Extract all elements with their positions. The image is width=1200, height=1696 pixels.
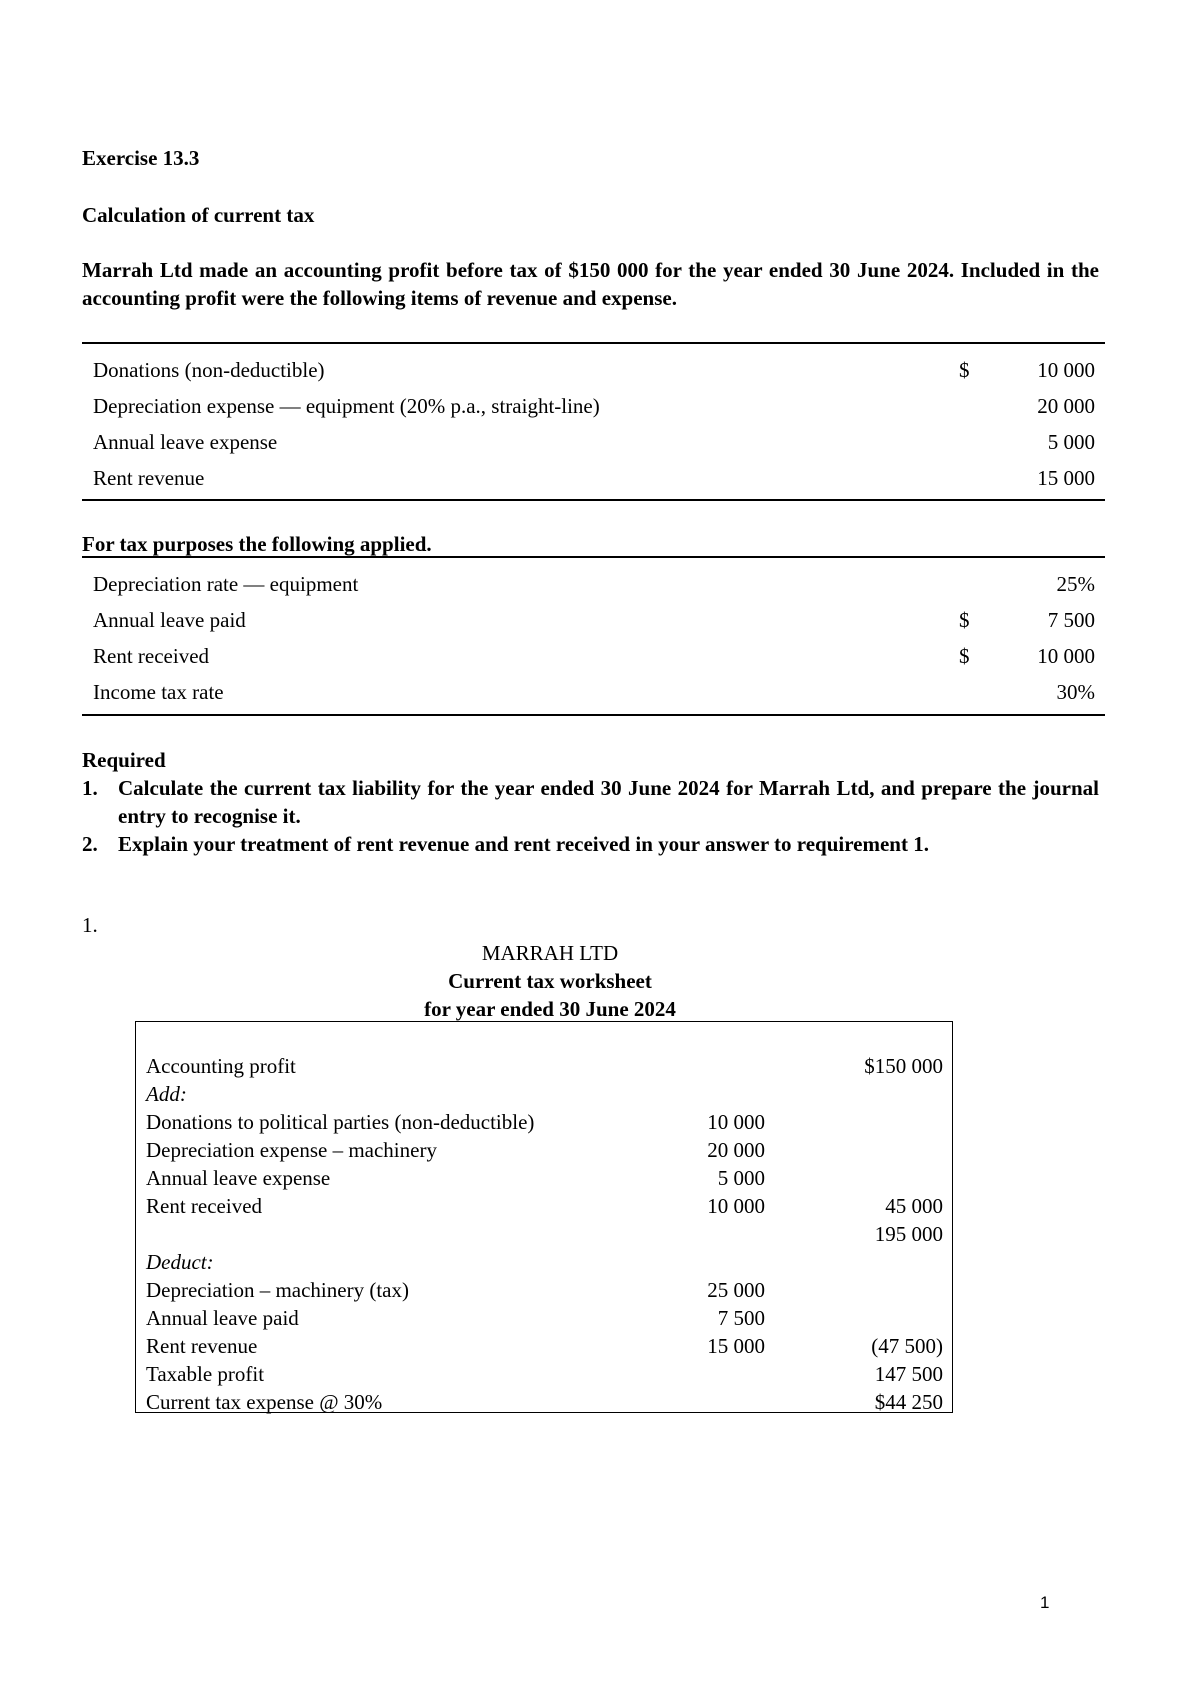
worksheet-col1: 20 000 (707, 1138, 765, 1162)
item-amount: 10 000 (1037, 358, 1095, 382)
worksheet-label: Accounting profit (146, 1054, 296, 1078)
worksheet-label: Depreciation expense – machinery (146, 1138, 437, 1162)
required-item-text: Explain your treatment of rent revenue and rent received in your answer to requirement 1. (118, 832, 929, 856)
worksheet-row (146, 1388, 943, 1416)
item-amount: 5 000 (1047, 430, 1095, 454)
worksheet-col2: $44 250 (874, 1390, 943, 1414)
worksheet-company: MARRAH LTD (481, 941, 619, 965)
worksheet-row (146, 1108, 943, 1136)
page-number: 1 (1040, 1593, 1050, 1612)
tax-row (93, 604, 1095, 636)
required-item-number: 2. (82, 832, 98, 856)
tax-row (93, 640, 1095, 672)
worksheet-label: Annual leave paid (146, 1306, 299, 1330)
worksheet-label: Add: (146, 1082, 187, 1106)
worksheet-col1: 25 000 (707, 1278, 765, 1302)
tax-currency: $ (959, 608, 970, 632)
tax-label: Depreciation rate — equipment (93, 572, 359, 596)
worksheet-label: Annual leave expense (146, 1166, 331, 1190)
worksheet-row (146, 1276, 943, 1304)
tax-label: Rent received (93, 644, 210, 668)
item-amount: 15 000 (1037, 466, 1095, 490)
worksheet-row (146, 1332, 943, 1360)
tax-row (93, 568, 1095, 600)
required-item-text: Calculate the current tax liability for the year ended 30 June 2024 for Marrah Ltd, and prepare the journal entry to recognise it. (118, 776, 1099, 828)
tax-currency: $ (959, 644, 970, 668)
worksheet-label: Donations to political parties (non-deductible) (146, 1110, 535, 1134)
worksheet-col2: (47 500) (871, 1334, 943, 1358)
items-row (93, 354, 1095, 386)
worksheet-col1: 10 000 (707, 1110, 765, 1134)
intro-paragraph: Marrah Ltd made an accounting profit before tax of $150 000 for the year ended 30 June 2024. Included in the accounting profit were the following items of revenue and expense. (82, 258, 1099, 310)
worksheet-label: Depreciation – machinery (tax) (146, 1278, 409, 1302)
worksheet-label: Deduct: (146, 1250, 214, 1274)
items-row (93, 390, 1095, 422)
items-table-bottom-rule (82, 499, 1105, 501)
answer-number: 1. (82, 913, 98, 937)
required-heading: Required (82, 748, 166, 772)
required-item-number: 1. (82, 776, 98, 800)
worksheet-title: Current tax worksheet (448, 969, 652, 993)
worksheet-row (146, 1192, 943, 1220)
worksheet-col2: $150 000 (864, 1054, 943, 1078)
worksheet-col1: 15 000 (707, 1334, 765, 1358)
worksheet-row (146, 1164, 943, 1192)
worksheet-label: Rent revenue (146, 1334, 258, 1358)
items-row (93, 426, 1095, 458)
worksheet-col2: 195 000 (874, 1222, 943, 1246)
exercise-title: Exercise 13.3 (82, 146, 200, 170)
tax-row (93, 676, 1095, 708)
worksheet-col1: 5 000 (717, 1166, 765, 1190)
tax-amount: 10 000 (1037, 644, 1095, 668)
tax-label: Income tax rate (93, 680, 224, 704)
worksheet-row (146, 1136, 943, 1164)
worksheet-label: Taxable profit (146, 1362, 265, 1386)
tax-table-bottom-rule (82, 714, 1105, 716)
worksheet-row (146, 1052, 943, 1080)
worksheet-col1: 7 500 (717, 1306, 765, 1330)
worksheet-period: for year ended 30 June 2024 (424, 997, 676, 1021)
tax-amount: 30% (1056, 680, 1095, 704)
worksheet-row (146, 1304, 943, 1332)
worksheet-row (146, 1360, 943, 1388)
worksheet-col2: 147 500 (874, 1362, 943, 1386)
worksheet-col2: 45 000 (885, 1194, 943, 1218)
tax-amount: 7 500 (1047, 608, 1095, 632)
items-row (93, 462, 1095, 494)
worksheet-label: Current tax expense @ 30% (146, 1390, 383, 1414)
worksheet-row (146, 1080, 943, 1108)
worksheet-row (146, 1220, 943, 1248)
tax-heading: For tax purposes the following applied. (82, 532, 432, 556)
required-item (82, 830, 1099, 858)
tax-label: Annual leave paid (93, 608, 246, 632)
item-label: Rent revenue (93, 466, 205, 490)
worksheet-col1: 10 000 (707, 1194, 765, 1218)
worksheet-row (146, 1248, 943, 1276)
item-currency: $ (959, 358, 970, 382)
item-label: Annual leave expense (93, 430, 278, 454)
exercise-subtitle: Calculation of current tax (82, 203, 315, 227)
item-label: Depreciation expense — equipment (20% p.a., straight-line) (93, 394, 600, 418)
required-item (82, 774, 1099, 830)
worksheet-label: Rent received (146, 1194, 263, 1218)
item-label: Donations (non-deductible) (93, 358, 325, 382)
items-table-top-rule (82, 342, 1105, 344)
tax-amount: 25% (1056, 572, 1095, 596)
item-amount: 20 000 (1037, 394, 1095, 418)
tax-table-top-rule (82, 556, 1105, 558)
